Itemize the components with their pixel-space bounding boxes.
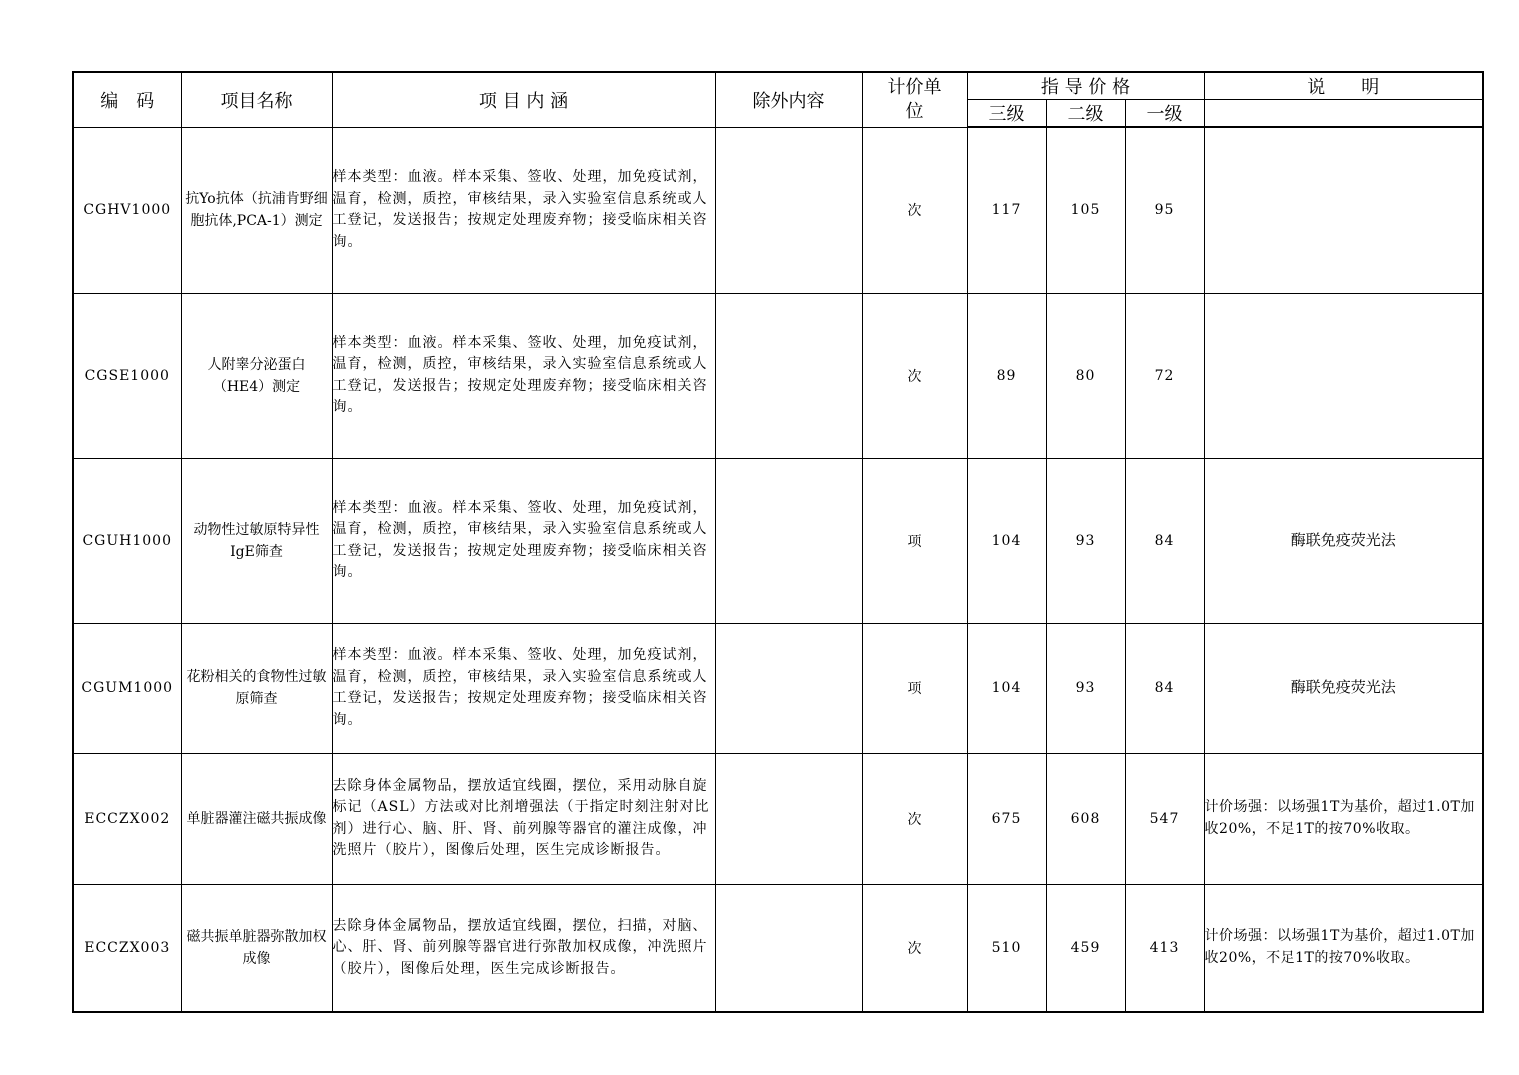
cell-note: 计价场强：以场强1T为基价，超过1.0T加收20%，不足1T的按70%收取。 [1204,753,1483,884]
header-level3: 三级 [967,100,1046,128]
table-row [73,293,1483,458]
table-row [73,127,1483,293]
cell-code: CGHV1000 [73,127,181,293]
cell-name: 抗Yo抗体（抗浦肯野细胞抗体,PCA-1）测定 [181,127,332,293]
cell-note [1204,127,1483,293]
header-content: 项 目 内 涵 [332,72,715,127]
cell-level3: 117 [967,127,1046,293]
cell-name: 花粉相关的食物性过敏原筛查 [181,623,332,753]
cell-level1: 95 [1125,127,1204,293]
cell-name: 磁共振单脏器弥散加权成像 [181,884,332,1012]
header-guide-price: 指 导 价 格 [967,72,1204,100]
table-row [73,884,1483,1012]
cell-code: CGUH1000 [73,458,181,623]
cell-code: ECCZX002 [73,753,181,884]
cell-unit: 项 [862,623,967,753]
cell-level2: 459 [1046,884,1125,1012]
cell-content: 去除身体金属物品，摆放适宜线圈，摆位，采用动脉自旋标记（ASL）方法或对比剂增强法（于指定时刻注射对比剂）进行心、脑、肝、肾、前列腺等器官的灌注成像，冲洗照片（胶片），图像后处理，医生完成诊断报告。 [332,753,715,884]
table-row [73,753,1483,884]
cell-level2: 80 [1046,293,1125,458]
cell-level3: 104 [967,623,1046,753]
cell-level3: 104 [967,458,1046,623]
cell-name: 人附睾分泌蛋白（HE4）测定 [181,293,332,458]
cell-excluded [715,753,862,884]
cell-content: 样本类型：血液。样本采集、签收、处理，加免疫试剂，温育，检测，质控，审核结果，录入实验室信息系统或人工登记，发送报告；按规定处理废弃物；接受临床相关咨询。 [332,127,715,293]
header-code: 编 码 [73,72,181,127]
cell-level2: 608 [1046,753,1125,884]
price-table [72,71,1484,1013]
cell-level3: 675 [967,753,1046,884]
header-excluded: 除外内容 [715,72,862,127]
cell-level1: 84 [1125,458,1204,623]
table-row [73,458,1483,623]
header-note-blank [1204,100,1483,128]
cell-excluded [715,458,862,623]
cell-name: 动物性过敏原特异性IgE筛查 [181,458,332,623]
cell-excluded [715,127,862,293]
cell-unit: 次 [862,127,967,293]
cell-unit: 项 [862,458,967,623]
cell-content: 样本类型：血液。样本采集、签收、处理，加免疫试剂，温育，检测，质控，审核结果，录入实验室信息系统或人工登记，发送报告；按规定处理废弃物；接受临床相关咨询。 [332,623,715,753]
cell-level1: 413 [1125,884,1204,1012]
cell-note: 计价场强：以场强1T为基价，超过1.0T加收20%，不足1T的按70%收取。 [1204,884,1483,1012]
cell-unit: 次 [862,293,967,458]
cell-unit: 次 [862,884,967,1012]
cell-excluded [715,623,862,753]
cell-content: 去除身体金属物品，摆放适宜线圈，摆位，扫描，对脑、心、肝、肾、前列腺等器官进行弥散加权成像，冲洗照片（胶片），图像后处理，医生完成诊断报告。 [332,884,715,1012]
cell-note [1204,293,1483,458]
table-row [73,623,1483,753]
header-note: 说 明 [1204,72,1483,100]
cell-code: ECCZX003 [73,884,181,1012]
cell-code: CGSE1000 [73,293,181,458]
cell-excluded [715,884,862,1012]
cell-level3: 89 [967,293,1046,458]
cell-note: 酶联免疫荧光法 [1204,623,1483,753]
cell-content: 样本类型：血液。样本采集、签收、处理，加免疫试剂，温育，检测，质控，审核结果，录入实验室信息系统或人工登记，发送报告；按规定处理废弃物；接受临床相关咨询。 [332,293,715,458]
cell-level2: 93 [1046,623,1125,753]
cell-note: 酶联免疫荧光法 [1204,458,1483,623]
header-level2: 二级 [1046,100,1125,128]
cell-level1: 72 [1125,293,1204,458]
cell-level2: 105 [1046,127,1125,293]
header-unit: 计价单位 [862,72,967,127]
cell-level3: 510 [967,884,1046,1012]
cell-unit: 次 [862,753,967,884]
cell-content: 样本类型：血液。样本采集、签收、处理，加免疫试剂，温育，检测，质控，审核结果，录入实验室信息系统或人工登记，发送报告；按规定处理废弃物；接受临床相关咨询。 [332,458,715,623]
table-header [73,72,1483,127]
cell-code: CGUM1000 [73,623,181,753]
cell-level1: 547 [1125,753,1204,884]
cell-name: 单脏器灌注磁共振成像 [181,753,332,884]
cell-excluded [715,293,862,458]
header-level1: 一级 [1125,100,1204,128]
cell-level2: 93 [1046,458,1125,623]
cell-level1: 84 [1125,623,1204,753]
header-name: 项目名称 [181,72,332,127]
